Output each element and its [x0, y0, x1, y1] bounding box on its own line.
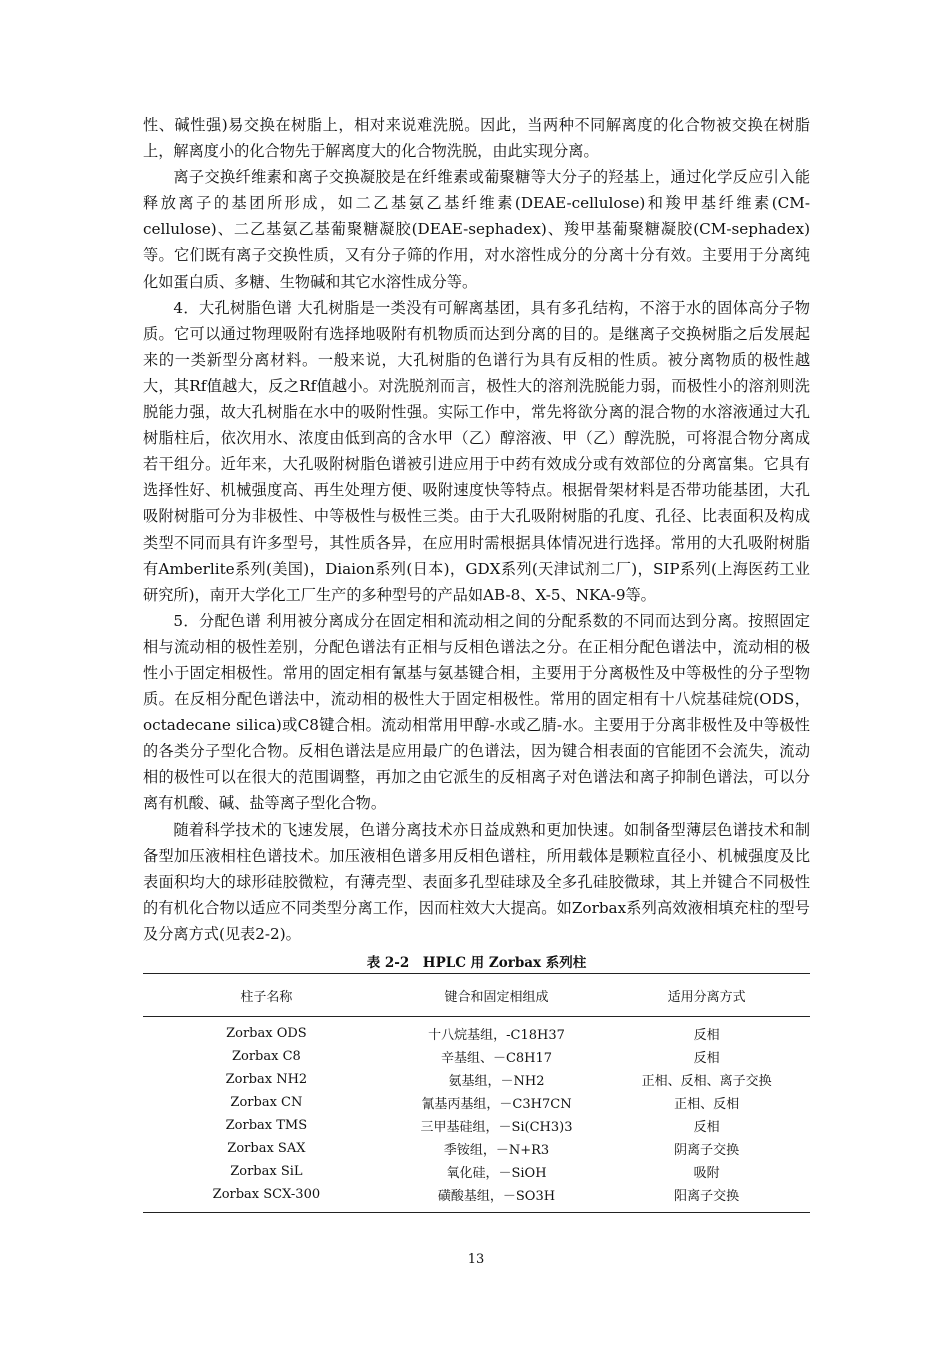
paragraph-continuation: 性、碱性强)易交换在树脂上，相对来说难洗脱。因此，当两种不同解离度的化合物被交换在树脂上，解离度小的化合物先于解离度大的化合物洗脱，由此实现分离。 — [143, 116, 810, 161]
cell-bonded-phase: 三甲基硅组，－Si(CH3)3 — [420, 1120, 573, 1135]
table-row — [143, 1091, 810, 1114]
paragraph-partition-chromatography: 5．分配色谱 利用被分离成分在固定相和流动相之间的分配系数的不同而达到分离。按照固定相与流动相的极性差别，分配色谱法有正相与反相色谱法之分。在正相分配色谱法中，流动相的极性小于固定相极性。常用的固定相有氰基与氨基键合相，主要用于分离极性及中等极性的分子型物质。在反相分配色谱法中，流动相的极性大于固定相极性。常用的固定相有十八烷基硅烷(ODS，octadecane silica)或C8键合相。流动相常用甲醇-水或乙腈-水。主要用于分离非极性及中等极性的各类分子型化合物。反相色谱法是应用最广的色谱法，因为键合相表面的官能团不会流失，流动相的极性可以在很大的范围调整，再加之由它派生的反相离子对色谱法和离子抑制色谱法，可以分离有机酸、碱、盐等离子型化合物。 — [143, 611, 810, 813]
table-caption: 表 2-2 HPLC 用 Zorbax 系列柱 — [366, 955, 587, 971]
cell-bonded-phase: 磺酸基组，－SO3H — [390, 1183, 603, 1213]
cell-bonded-phase: 氨基组，－NH2 — [448, 1074, 545, 1089]
cell-column-name: Zorbax C8 — [231, 1049, 301, 1064]
table-row — [143, 1114, 810, 1137]
cell-separation-mode: 阳离子交换 — [603, 1183, 810, 1213]
cell-column-name: Zorbax SiL — [230, 1164, 303, 1179]
table-row — [143, 1137, 810, 1160]
table-row — [143, 1160, 810, 1183]
cell-column-name: Zorbax TMS — [225, 1118, 308, 1133]
page-number: 13 — [467, 1252, 485, 1267]
table-row — [143, 1045, 810, 1068]
cell-separation-mode: 阴离子交换 — [674, 1143, 740, 1158]
cell-column-name: Zorbax NH2 — [225, 1072, 308, 1087]
table-header-row — [143, 974, 810, 1017]
header-separation-mode: 适用分离方式 — [603, 974, 810, 1017]
cell-column-name: Zorbax SAX — [227, 1141, 306, 1156]
table-row — [143, 1068, 810, 1091]
paragraph-ion-exchange-cellulose: 离子交换纤维素和离子交换凝胶是在纤维素或葡聚糖等大分子的羟基上，通过化学反应引入能释放离子的基团所形成，如二乙基氨乙基纤维素(DEAE-cellulose)和羧甲基纤维素(CM-cellulose)、二乙基氨乙基葡聚糖凝胶(DEAE-sephadex)、羧甲基葡聚糖凝胶(CM-sephadex)等。它们既有离子交换性质，又有分子筛的作用，对水溶性成分的分离十分有效。主要用于分离纯化如蛋白质、多糖、生物碱和其它水溶性成分等。 — [143, 168, 810, 291]
cell-column-name: Zorbax ODS — [226, 1026, 307, 1041]
cell-bonded-phase: 氰基丙基组，－C3H7CN — [421, 1097, 572, 1112]
cell-bonded-phase: 十八烷基组，-C18H37 — [428, 1028, 565, 1043]
cell-bonded-phase: 辛基组、－C8H17 — [440, 1051, 553, 1066]
zorbax-column-table — [143, 973, 810, 1213]
cell-separation-mode: 反相 — [693, 1051, 720, 1066]
table-row — [143, 1183, 810, 1213]
cell-separation-mode: 正相、反相 — [674, 1097, 740, 1112]
cell-separation-mode: 反相 — [693, 1028, 720, 1043]
paragraph-macroporous-resin: 4．大孔树脂色谱 大孔树脂是一类没有可解离基团，具有多孔结构，不溶于水的固体高分子物质。它可以通过物理吸附有选择地吸附有机物质而达到分离的目的。是继离子交换树脂之后发展起来的一类新型分离材料。一般来说，大孔树脂的色谱行为具有反相的性质。被分离物质的极性越大，其Rf值越大，反之Rf值越小。对洗脱剂而言，极性大的溶剂洗脱能力弱，而极性小的溶剂则洗脱能力强，故大孔树脂在水中的吸附性强。实际工作中，常先将欲分离的混合物的水溶液通过大孔树脂柱后，依次用水、浓度由低到高的含水甲（乙）醇溶液、甲（乙）醇洗脱，可将混合物分离成若干组分。近年来，大孔吸附树脂色谱被引进应用于中药有效成分或有效部位的分离富集。它具有选择性好、机械强度高、再生处理方便、吸附速度快等特点。根据骨架材料是否带功能基团，大孔吸附树脂可分为非极性、中等极性与极性三类。由于大孔吸附树脂的孔度、孔径、比表面积及构成类型不同而具有许多型号，其性质各异，在应用时需根据具体情况进行选择。常用的大孔吸附树脂有Amberlite系列(美国)，Diaion系列(日本)，GDX系列(天津试剂二厂)，SIP系列(上海医药工业研究所)，南开大学化工厂生产的多种型号的产品如AB-8、X-5、NKA-9等。 — [143, 298, 810, 604]
page-body — [143, 112, 810, 1213]
cell-bonded-phase: 氧化硅，－SiOH — [446, 1166, 547, 1181]
cell-column-name: Zorbax CN — [230, 1095, 303, 1110]
header-bonded-phase: 键合和固定相组成 — [390, 974, 603, 1017]
cell-separation-mode: 吸附 — [693, 1166, 720, 1181]
cell-separation-mode: 正相、反相、离子交换 — [641, 1074, 772, 1089]
table-row — [143, 1017, 810, 1046]
paragraph-hplc-development: 随着科学技术的飞速发展，色谱分离技术亦日益成熟和更加快速。如制备型薄层色谱技术和制备型加压液相柱色谱技术。加压液相色谱多用反相色谱柱，所用载体是颗粒直径小、机械强度及比表面积均大的球形硅胶微粒，有薄壳型、表面多孔型硅球及全多孔硅胶微球，其上并键合不同极性的有机化合物以适应不同类型分离工作，因而柱效大大提高。如Zorbax系列高效液相填充柱的型号及分离方式(见表2-2)。 — [143, 820, 810, 943]
cell-separation-mode: 反相 — [693, 1120, 720, 1135]
header-column-name: 柱子名称 — [143, 974, 390, 1017]
cell-column-name: Zorbax SCX-300 — [143, 1183, 390, 1213]
cell-bonded-phase: 季铵组，－N+R3 — [443, 1143, 550, 1158]
